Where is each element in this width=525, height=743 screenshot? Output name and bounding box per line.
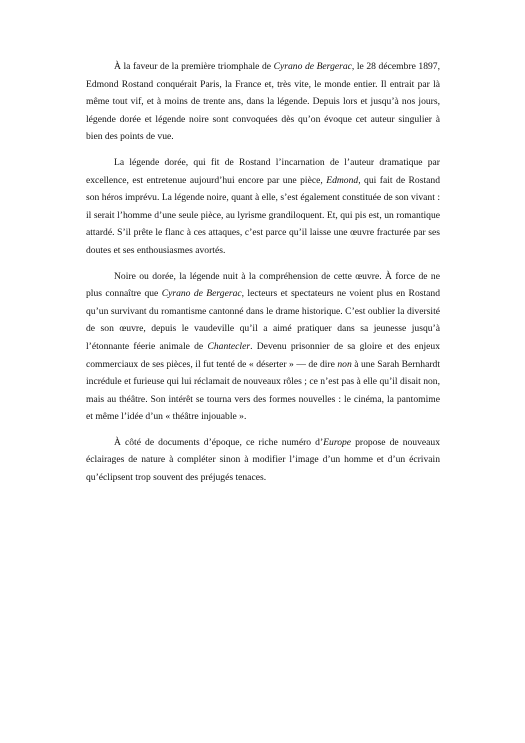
paragraph-text: , le 28 décembre 1897, Edmond Rostand conquérait Paris, la France et, très vite, le monde entier. Il entrait par là même tout vif, et à moins de trente ans, dans la légende. Depuis lors et jusqu’à nos jours, légende dorée et légende noire sont convoquées dès qu’on évoque cet auteur singulier à bien des points de vue. — [86, 61, 440, 143]
paragraph-text: Noire ou dorée, la légende nuit à la compréhension de cette œuvre. À force de ne plus connaître que — [86, 270, 440, 300]
paragraph-text: propose de nouveaux éclairages de nature à compléter sinon à modifier l’image d’un homme et d’un écrivain qu’éclipsent trop souvent des préjugés tenaces. — [86, 436, 440, 484]
paragraph-text: . Devenu prisonnier de sa gloire et des enjeux commerciaux de ses pièces, il fut tenté de « déserter » — de dire — [86, 340, 441, 370]
document-page — [86, 58, 440, 495]
paragraph-text: , lecteurs et spectateurs ne voient plus en Rostand qu’un survivant du romantisme cantonné dans le drame historique. C’est oublier la diversité de son œuvre, depuis le vaudeville qu’il a aimé pratiquer dans sa jeunesse jusqu’à l’étonnante féerie animale de — [86, 288, 440, 352]
paragraph-4 — [86, 434, 440, 487]
play-title-italic: Edmond — [326, 174, 359, 186]
paragraph-text: La légende dorée, qui fit de Rostand l’incarnation de l’auteur dramatique par excellence, est entretenue aujourd’hui encore par une pièce, — [86, 156, 440, 186]
book-title-italic: Cyrano de Bergerac — [161, 288, 242, 300]
paragraph-text: À la faveur de la première triomphale de — [114, 61, 274, 72]
paragraph-3 — [86, 268, 440, 426]
paragraph-text: , qui fait de Rostand son héros imprévu. La légende noire, quant à elle, s’est également constituée de son vivant : il serait l’homme d’une seule pièce, au lyrisme grandiloquent. Et, qui pis est, un romantique attardé. S’il prête le flanc à ces attaques, c’est parce qu’il laisse une œuvre fracturée par ses doutes et ses enthousiasmes avortés. — [86, 174, 440, 256]
journal-title-italic: Europe — [323, 436, 352, 448]
play-title-italic: Chantecler — [207, 340, 251, 352]
paragraph-2 — [86, 154, 440, 260]
paragraph-1 — [86, 58, 440, 146]
book-title-italic: Cyrano de Bergerac — [273, 61, 352, 72]
paragraph-text: À côté de documents d’époque, ce riche numéro d’ — [114, 436, 324, 448]
emphasis-italic: non — [337, 358, 352, 370]
paragraph-text: à une Sarah Bernhardt incrédule et furieuse qui lui réclamait de nouveaux rôles ; ce n’est pas à elle qu’il disait non, mais au théâtre. Son intérêt se tourna vers des formes nouvelles : le cinéma, la pantomime et même l’idée d’un « théâtre injouable ». — [86, 358, 440, 423]
